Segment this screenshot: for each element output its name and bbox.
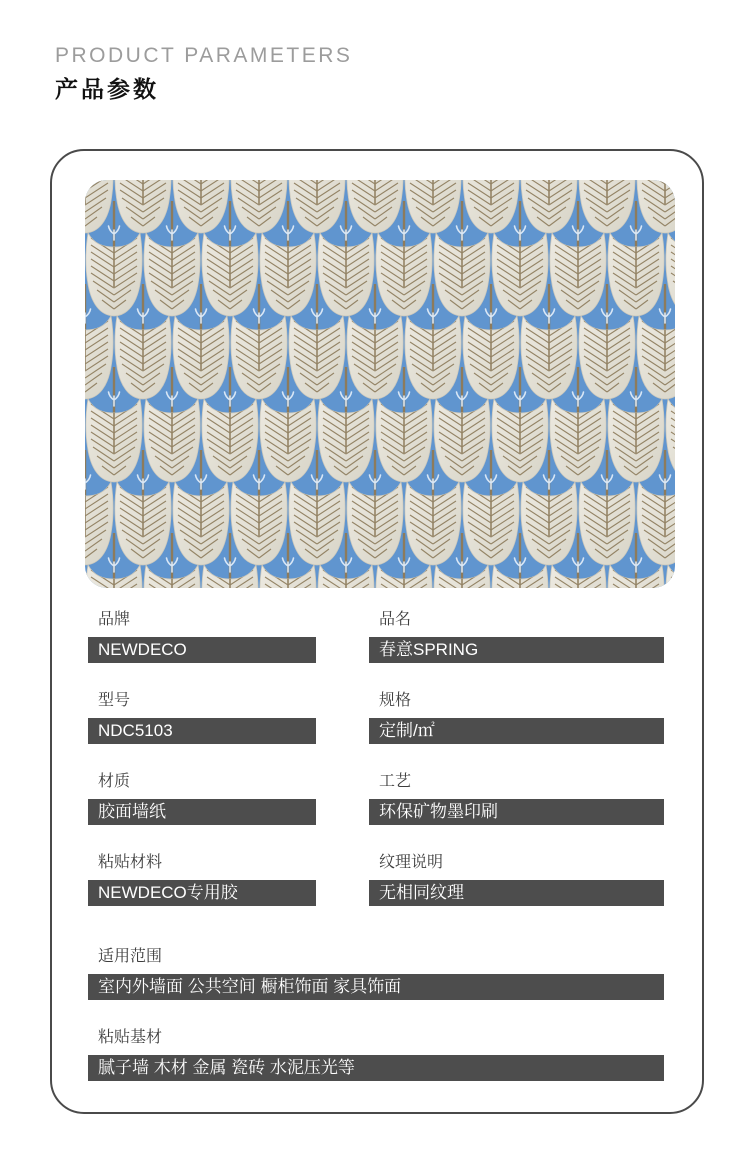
param-brand-value: NEWDECO [88,637,316,663]
product-pattern-image [85,180,675,588]
param-substrate [88,1028,664,1081]
param-material-value: 胶面墙纸 [88,799,316,825]
param-scope-value: 室内外墙面 公共空间 橱柜饰面 家具饰面 [88,974,664,1000]
param-material-label: 材质 [98,773,131,790]
wallpaper-pattern-svg [85,180,675,588]
param-substrate-label: 粘贴基材 [98,1029,163,1046]
param-model-value: NDC5103 [88,718,316,744]
param-adhesive [88,853,316,906]
section-title-zh: 产品参数 [55,76,159,102]
param-scope [88,947,664,1000]
param-name [369,610,664,663]
param-craft-label: 工艺 [379,773,412,790]
param-material [88,772,316,825]
param-model-label: 型号 [98,692,131,709]
param-substrate-value: 腻子墙 木材 金属 瓷砖 水泥压光等 [88,1055,664,1081]
param-spec-label: 规格 [379,692,412,709]
param-adhesive-label: 粘贴材料 [98,854,163,871]
param-craft-value: 环保矿物墨印刷 [369,799,664,825]
param-scope-label: 适用范围 [98,948,163,965]
section-title-en: PRODUCT PARAMETERS [55,44,353,67]
param-adhesive-value: NEWDECO专用胶 [88,880,316,906]
param-texture-label: 纹理说明 [379,854,444,871]
param-brand [88,610,316,663]
param-spec [369,691,664,744]
param-name-label: 品名 [379,611,412,628]
parameters-card [50,149,704,1114]
param-name-value: 春意SPRING [369,637,664,663]
param-craft [369,772,664,825]
param-spec-value: 定制/㎡ [369,718,664,744]
param-texture-value: 无相同纹理 [369,880,664,906]
param-texture [369,853,664,906]
param-brand-label: 品牌 [98,611,131,628]
param-model [88,691,316,744]
